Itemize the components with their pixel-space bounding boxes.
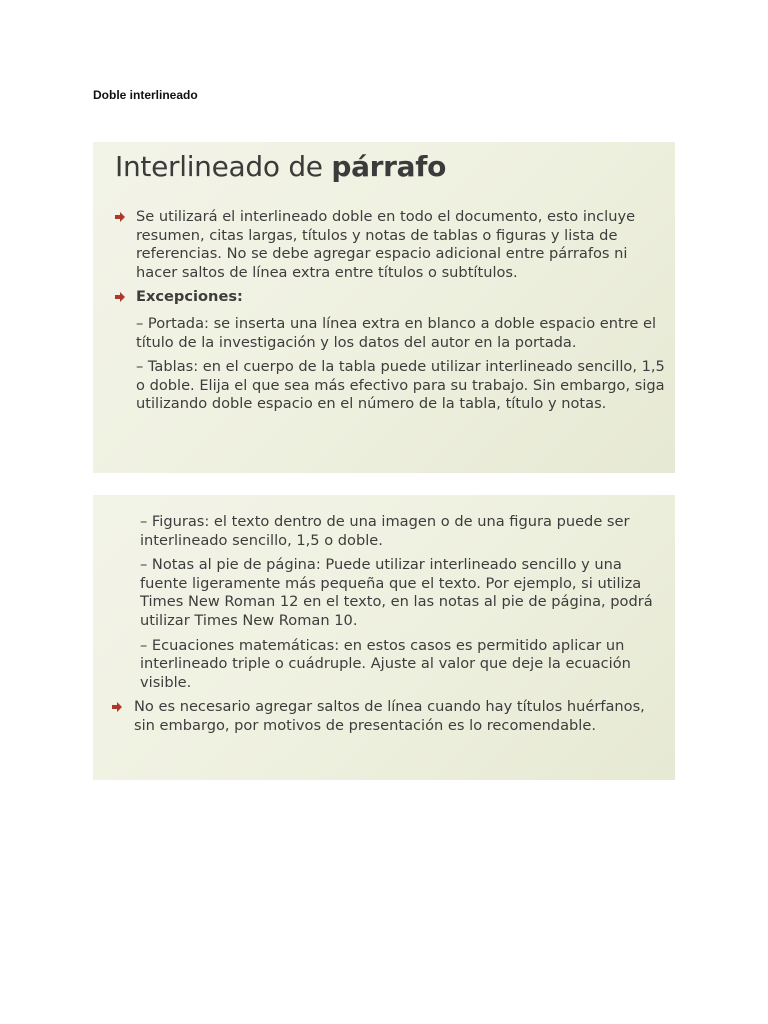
bullet-text: Excepciones:: [136, 288, 243, 306]
bullet-item-titulos-huerfanos: [115, 698, 665, 735]
slide-excepciones-continuacion: [93, 495, 675, 780]
slide-title: [115, 150, 446, 183]
bullet-item-excepciones: [115, 288, 665, 307]
arrow-bullet-icon: [115, 292, 125, 302]
bullet-item: [115, 208, 665, 282]
bullet-text: Se utilizará el interlineado doble en todo el documento, esto incluye resumen, citas largas, títulos y notas de tablas o figuras y lista de referencias. No se debe agregar espacio adicional entre párrafos ni hacer saltos de línea extra entre títulos o subtítulos.: [136, 208, 636, 281]
sub-item-figuras: – Figuras: el texto dentro de una imagen o de una figura puede ser interlineado sencillo, 1,5 o doble.: [140, 513, 630, 549]
slide-2-content: [115, 513, 665, 742]
sub-item-portada: – Portada: se inserta una línea extra en blanco a doble espacio entre el título de la investigación y los datos del autor en la portada.: [136, 314, 657, 351]
sub-item-tablas: – Tablas: en el cuerpo de la tabla puede utilizar interlineado sencillo, 1,5 o doble. Elija el que sea más efectivo para su trabajo. Sin embargo, siga utilizando doble espacio en el número de la tabla, título y notas.: [136, 358, 665, 413]
slide-1-content: [115, 208, 665, 420]
sub-item-ecuaciones: – Ecuaciones matemáticas: en estos casos es permitido aplicar un interlineado triple o cuádruple. Ajuste al valor que deje la ecuación visible.: [140, 636, 631, 691]
sub-item-notas-pie: – Notas al pie de página: Puede utilizar interlineado sencillo y una fuente ligeramente más pequeña que el texto. Por ejemplo, si utiliza Times New Roman 12 en el texto, en las notas al pie de página, podrá utilizar Times New Roman 10.: [140, 556, 653, 629]
arrow-bullet-icon: [112, 702, 122, 712]
slide-title-bold: párrafo: [331, 150, 447, 183]
slide-interlineado-parrafo: [93, 142, 675, 473]
slide-title-regular: Interlineado de: [115, 150, 332, 183]
page-heading: Doble interlineado: [93, 88, 198, 102]
bullet-text: No es necesario agregar saltos de línea cuando hay títulos huérfanos, sin embargo, por motivos de presentación es lo recomendable.: [134, 698, 645, 734]
arrow-bullet-icon: [115, 212, 125, 222]
